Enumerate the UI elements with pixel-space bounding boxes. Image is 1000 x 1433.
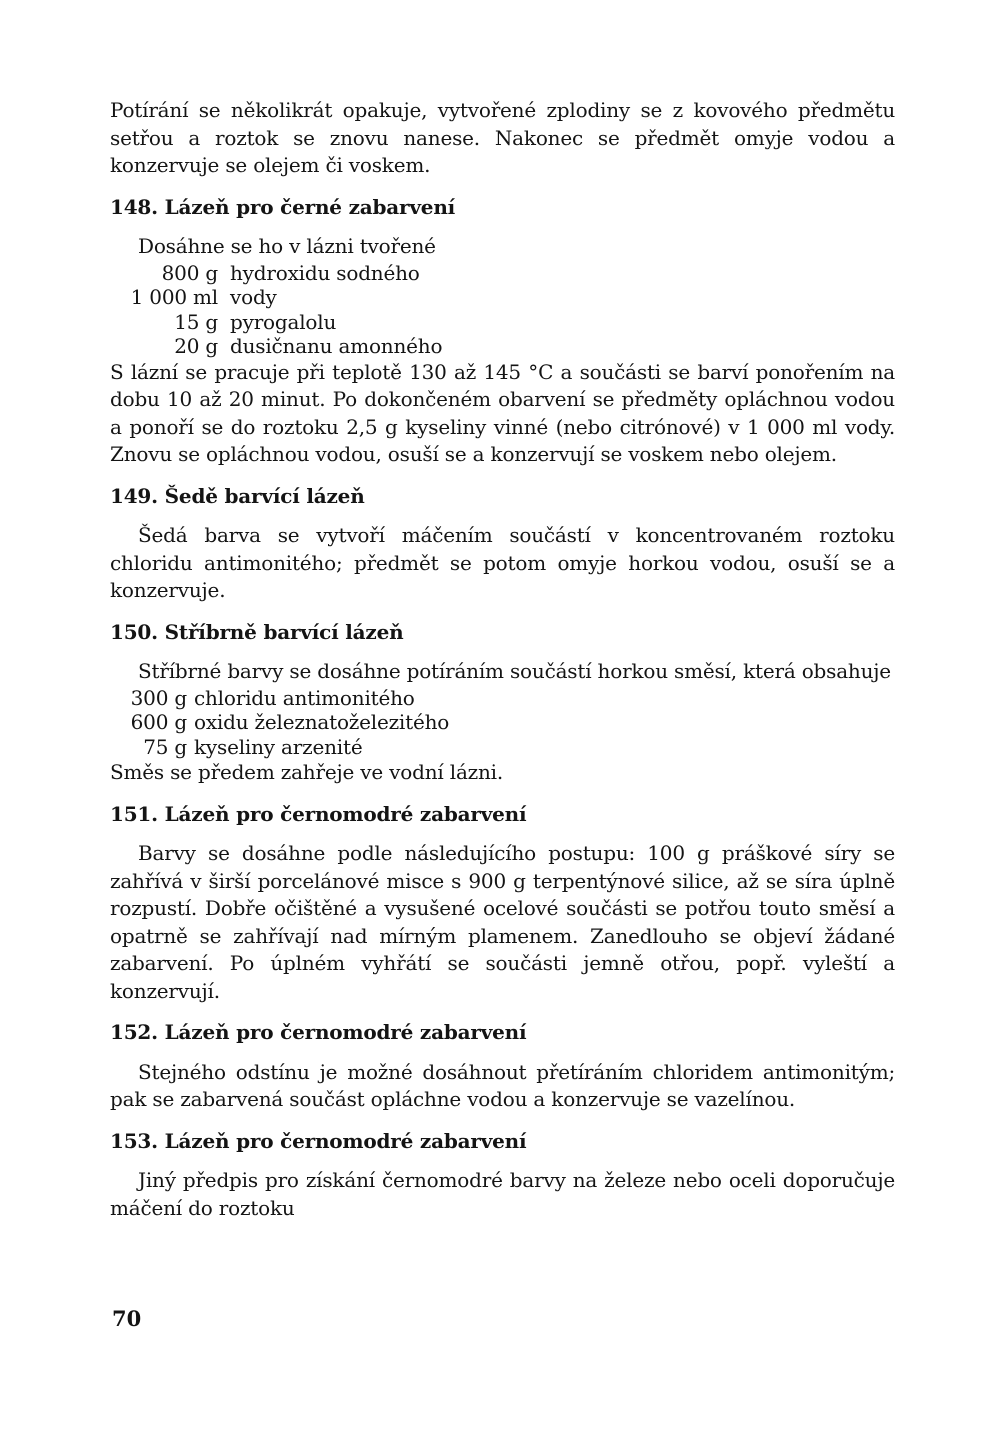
- section-lead: Stříbrné barvy se dosáhne potíráním součástí horkou směsí, která obsahuje: [138, 659, 891, 683]
- section-heading: 148. Lázeň pro černé zabarvení: [110, 194, 456, 219]
- ingredient-substance: oxidu železnatoželezitého: [194, 710, 450, 734]
- ingredient-substance: vody: [230, 285, 277, 309]
- ingredient-row: [110, 261, 895, 286]
- section-153: [110, 1128, 895, 1223]
- section-body: Směs se předem zahřeje ve vodní lázni.: [110, 760, 504, 784]
- page-number: 70: [112, 1306, 142, 1331]
- section-heading: 151. Lázeň pro černomodré zabarvení: [110, 801, 527, 826]
- ingredient-amount: 300 g: [130, 685, 187, 710]
- ingredient-amount: 75 g: [143, 734, 187, 759]
- section-heading: 149. Šedě barvící lázeň: [110, 483, 365, 508]
- section-body: S lázní se pracuje při teplotě 130 až 145 °C a součásti se barví ponořením na dobu 10 až 20 minut. Po dokončeném obarvení se předměty opláchnou vodou a ponoří se do roztoku 2,5 g kyseliny vinné (nebo citrónové) v 1 000 ml vody. Znovu se opláchnou vodou, osuší se a konzervují se voskem nebo olejem.: [110, 359, 895, 466]
- section-148: [110, 194, 895, 469]
- ingredient-amount: 15 g: [174, 309, 218, 334]
- section-151: [110, 801, 895, 1006]
- section-body: Jiný předpis pro získání černomodré barvy na železe nebo oceli doporučuje máčení do roztoku: [110, 1168, 895, 1220]
- ingredient-amount: 20 g: [174, 334, 218, 358]
- ingredient-row: [110, 686, 895, 711]
- ingredient-amount: 800 g: [161, 260, 218, 285]
- section-heading: 153. Lázeň pro černomodré zabarvení: [110, 1128, 527, 1153]
- section-150: [110, 619, 895, 787]
- ingredient-amount: 1 000 ml: [130, 285, 218, 309]
- section-152: [110, 1019, 895, 1114]
- intro-paragraph: Potírání se několikrát opakuje, vytvořené zplodiny se z kovového předmětu setřou a roztok se znovu nanese. Nakonec se předmět omyje vodou a konzervuje se olejem či voskem.: [110, 98, 895, 177]
- ingredient-substance: chloridu antimonitého: [194, 685, 415, 710]
- ingredient-row: [110, 285, 895, 310]
- book-page: [110, 97, 895, 1222]
- section-149: [110, 483, 895, 605]
- ingredient-amount: 600 g: [130, 710, 187, 734]
- ingredient-list: [110, 261, 895, 359]
- section-lead: Dosáhne se ho v lázni tvořené: [138, 234, 436, 258]
- ingredient-substance: kyseliny arzenité: [194, 734, 363, 759]
- ingredient-row: [110, 310, 895, 335]
- section-heading: 152. Lázeň pro černomodré zabarvení: [110, 1020, 527, 1044]
- ingredient-substance: dusičnanu amonného: [230, 334, 443, 358]
- ingredient-substance: pyrogalolu: [230, 309, 337, 334]
- section-body: Barvy se dosáhne podle následujícího postupu: 100 g práškové síry se zahřívá v širší porcelánové misce s 900 g terpentýnové silice, až se síra úplně rozpustí. Dobře očištěné a vysušené ocelové součásti se potřou touto směsí a opatrně se zahřívají nad mírným plamenem. Zanedlouho se objeví žádané zabarvení. Po úplném vyhřátí se součásti jemně otřou, popř. vyleští a konzervují.: [110, 841, 895, 1003]
- ingredient-row: [110, 735, 895, 760]
- ingredient-substance: hydroxidu sodného: [230, 260, 420, 285]
- ingredient-row: [110, 710, 895, 735]
- ingredient-row: [110, 334, 895, 359]
- section-body: Stejného odstínu je možné dosáhnout přetíráním chloridem antimonitým; pak se zabarvená součást opláchne vodou a konzervuje se vazelínou.: [110, 1059, 895, 1111]
- section-body: Šedá barva se vytvoří máčením součástí v koncentrovaném roztoku chloridu antimonitého; předmět se potom omyje horkou vodou, osuší se a konzervuje.: [110, 523, 895, 602]
- section-heading: 150. Stříbrně barvící lázeň: [110, 619, 404, 644]
- ingredient-list: [110, 686, 895, 760]
